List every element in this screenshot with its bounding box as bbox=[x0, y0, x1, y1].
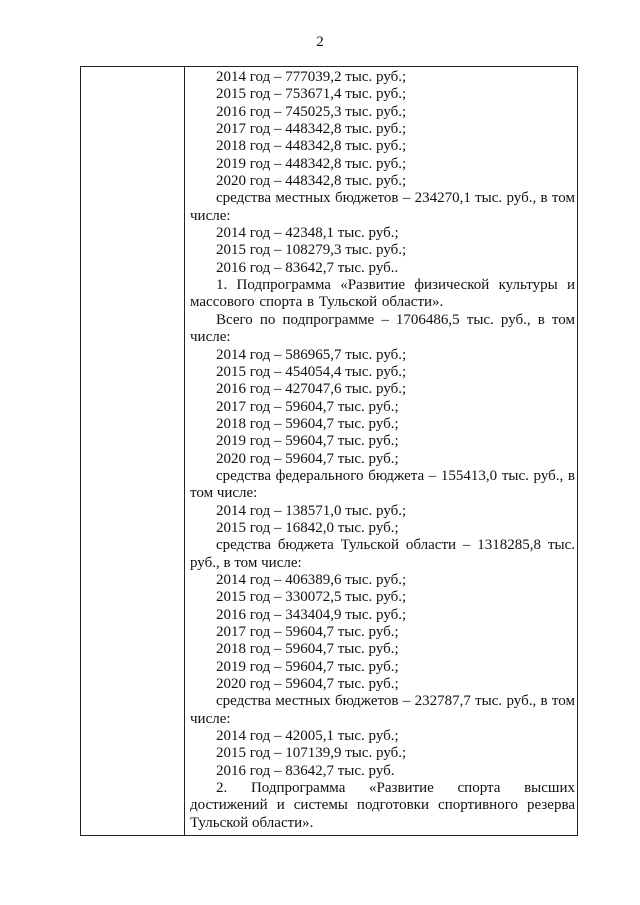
funding-line: 2016 год – 343404,9 тыс. руб.; bbox=[216, 606, 407, 623]
funding-line: 2015 год – 108279,3 тыс. руб.; bbox=[216, 242, 407, 259]
funding-table bbox=[80, 66, 578, 836]
table-right-cell bbox=[190, 69, 575, 832]
funding-paragraph: средства местных бюджетов – 232787,7 тыс. руб., в том числе: bbox=[190, 693, 575, 727]
funding-line: 2015 год – 330072,5 тыс. руб.; bbox=[216, 589, 407, 606]
funding-line: 2015 год – 454054,4 тыс. руб.; bbox=[216, 363, 407, 380]
funding-line: 2016 год – 83642,7 тыс. руб.. bbox=[216, 259, 399, 276]
subprogram-heading: 2. Подпрограмма «Развитие спорта высших достижений и системы подготовки спортивного резерва Тульской области». bbox=[190, 780, 575, 831]
subprogram-heading: 1. Подпрограмма «Развитие физической культуры и массового спорта в Тульской области». bbox=[190, 277, 575, 311]
funding-line: 2015 год – 16842,0 тыс. руб.; bbox=[216, 519, 399, 536]
page-number: 2 bbox=[316, 34, 324, 50]
funding-paragraph: средства местных бюджетов – 234270,1 тыс. руб., в том числе: bbox=[190, 190, 575, 224]
funding-line: 2014 год – 777039,2 тыс. руб.; bbox=[216, 69, 407, 85]
funding-line: 2016 год – 427047,6 тыс. руб.; bbox=[216, 381, 407, 398]
funding-line: 2018 год – 59604,7 тыс. руб.; bbox=[216, 641, 399, 658]
column-divider bbox=[184, 67, 185, 835]
funding-line: 2017 год – 59604,7 тыс. руб.; bbox=[216, 398, 399, 415]
funding-line: 2020 год – 59604,7 тыс. руб.; bbox=[216, 676, 399, 693]
funding-line: 2014 год – 138571,0 тыс. руб.; bbox=[216, 502, 407, 519]
funding-line: 2018 год – 59604,7 тыс. руб.; bbox=[216, 415, 399, 432]
funding-line: 2020 год – 59604,7 тыс. руб.; bbox=[216, 450, 399, 467]
funding-line: 2015 год – 107139,9 тыс. руб.; bbox=[216, 745, 407, 762]
funding-line: 2014 год – 406389,6 тыс. руб.; bbox=[216, 571, 407, 588]
funding-line: 2014 год – 586965,7 тыс. руб.; bbox=[216, 346, 407, 363]
funding-paragraph: средства бюджета Тульской области – 1318285,8 тыс. руб., в том числе: bbox=[190, 537, 575, 571]
funding-line: 2020 год – 448342,8 тыс. руб.; bbox=[216, 173, 407, 190]
funding-line: 2019 год – 59604,7 тыс. руб.; bbox=[216, 433, 399, 450]
funding-line: 2017 год – 448342,8 тыс. руб.; bbox=[216, 121, 407, 138]
funding-line: 2015 год – 753671,4 тыс. руб.; bbox=[216, 86, 407, 103]
funding-line: 2016 год – 745025,3 тыс. руб.; bbox=[216, 103, 407, 120]
funding-paragraph: Всего по подпрограмме – 1706486,5 тыс. руб., в том числе: bbox=[190, 311, 575, 346]
funding-line: 2017 год – 59604,7 тыс. руб.; bbox=[216, 624, 399, 640]
funding-line: 2014 год – 42005,1 тыс. руб.; bbox=[216, 728, 399, 745]
table-left-cell bbox=[81, 67, 184, 835]
funding-paragraph: средства федерального бюджета – 155413,0 тыс. руб., в том числе: bbox=[190, 467, 575, 502]
funding-line: 2014 год – 42348,1 тыс. руб.; bbox=[216, 225, 399, 242]
funding-line: 2016 год – 83642,7 тыс. руб. bbox=[216, 762, 395, 779]
funding-line: 2019 год – 59604,7 тыс. руб.; bbox=[216, 658, 399, 675]
funding-line: 2018 год – 448342,8 тыс. руб.; bbox=[216, 138, 407, 155]
funding-line: 2019 год – 448342,8 тыс. руб.; bbox=[216, 155, 407, 172]
